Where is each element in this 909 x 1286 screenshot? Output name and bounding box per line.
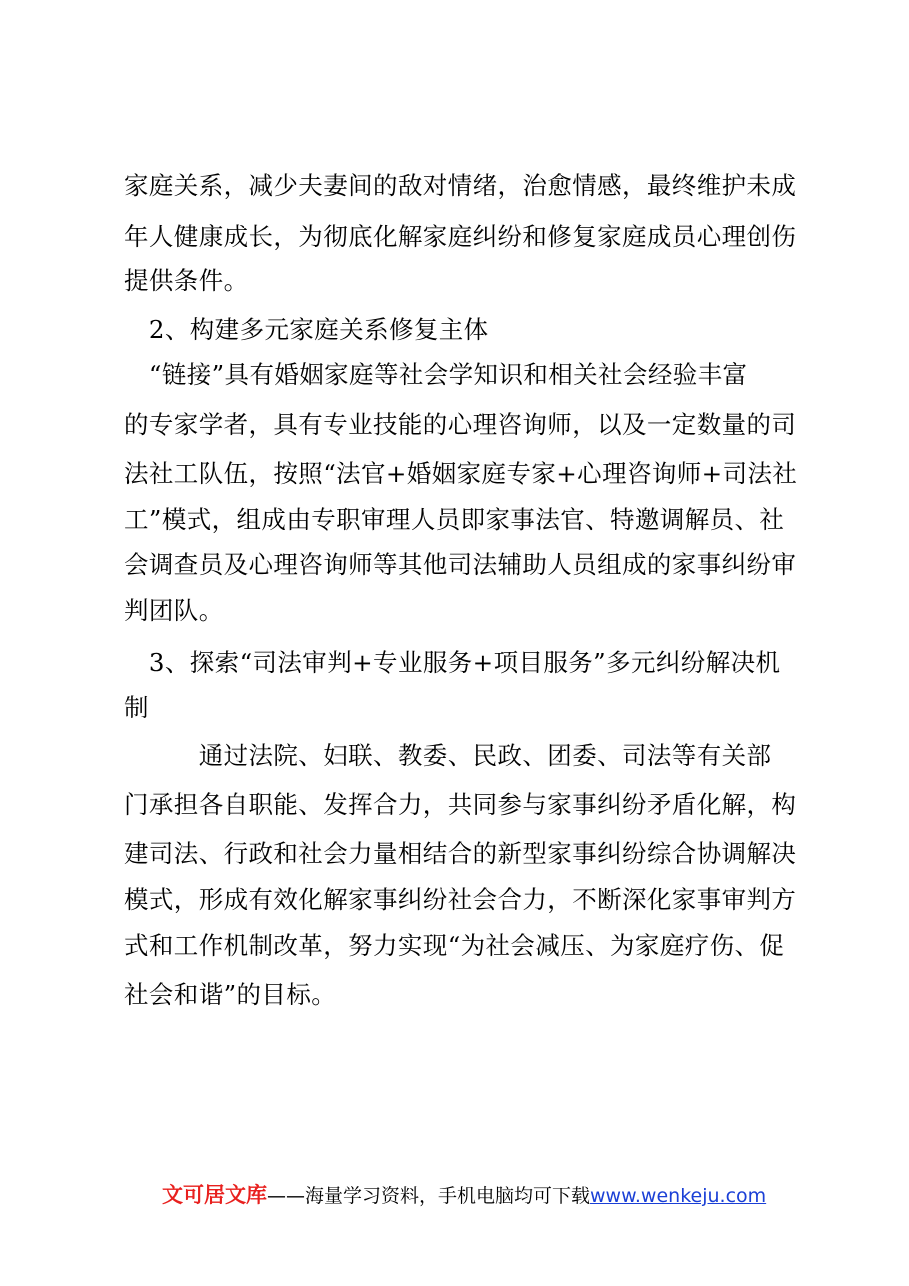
paragraph-3-line-5: 会调查员及心理咨询师等其他司法辅助人员组成的家事纠纷审 (124, 550, 797, 579)
footer-banner (162, 1181, 766, 1210)
paragraph-1-line-3: 提供条件。 (124, 266, 249, 295)
paragraph-1-line-1: 家庭关系，减少夫妻间的敌对情绪，治愈情感，最终维护未成 (124, 171, 797, 200)
paragraph-3-line-3: 法社工队伍，按照“法官+婚姻家庭专家+心理咨询师+司法社 (124, 459, 798, 488)
paragraph-1-line-2: 年人健康成长，为彻底化解家庭纠纷和修复家庭成员心理创伤 (124, 222, 797, 251)
footer-tagline: ——海量学习资料，手机电脑均可下载 (267, 1185, 591, 1207)
paragraph-5-line-1: 通过法院、妇联、教委、民政、团委、司法等有关部 (124, 741, 772, 770)
paragraph-5-line-2: 门承担各自职能、发挥合力，共同参与家事纠纷矛盾化解，构 (124, 790, 797, 819)
section-heading-3-line-1: 3、探索“司法审判+专业服务+项目服务”多元纠纷解决机 (124, 648, 781, 677)
paragraph-5-line-5: 式和工作机制改革，努力实现“为社会减压、为家庭疗伤、促 (124, 931, 785, 960)
section-heading-2: 2、构建多元家庭关系修复主体 (124, 315, 489, 344)
paragraph-5-line-3: 建司法、行政和社会力量相结合的新型家事纠纷综合协调解决 (124, 839, 797, 868)
website-link[interactable]: www.wenkeju.com (590, 1185, 767, 1207)
paragraph-3-line-1: “链接”具有婚姻家庭等社会学知识和相关社会经验丰富 (124, 360, 748, 389)
paragraph-5-line-6: 社会和谐”的目标。 (124, 980, 337, 1009)
paragraph-5-line-4: 模式，形成有效化解家事纠纷社会合力，不断深化家事审判方 (124, 885, 797, 914)
paragraph-3-line-2: 的专家学者，具有专业技能的心理咨询师，以及一定数量的司 (124, 410, 797, 439)
section-heading-3-line-2: 制 (124, 693, 149, 722)
brand-name: 文可居文库 (162, 1183, 267, 1207)
paragraph-3-line-4: 工”模式，组成由专职审理人员即家事法官、特邀调解员、社 (124, 505, 785, 534)
paragraph-3-line-6: 判团队。 (124, 596, 224, 625)
